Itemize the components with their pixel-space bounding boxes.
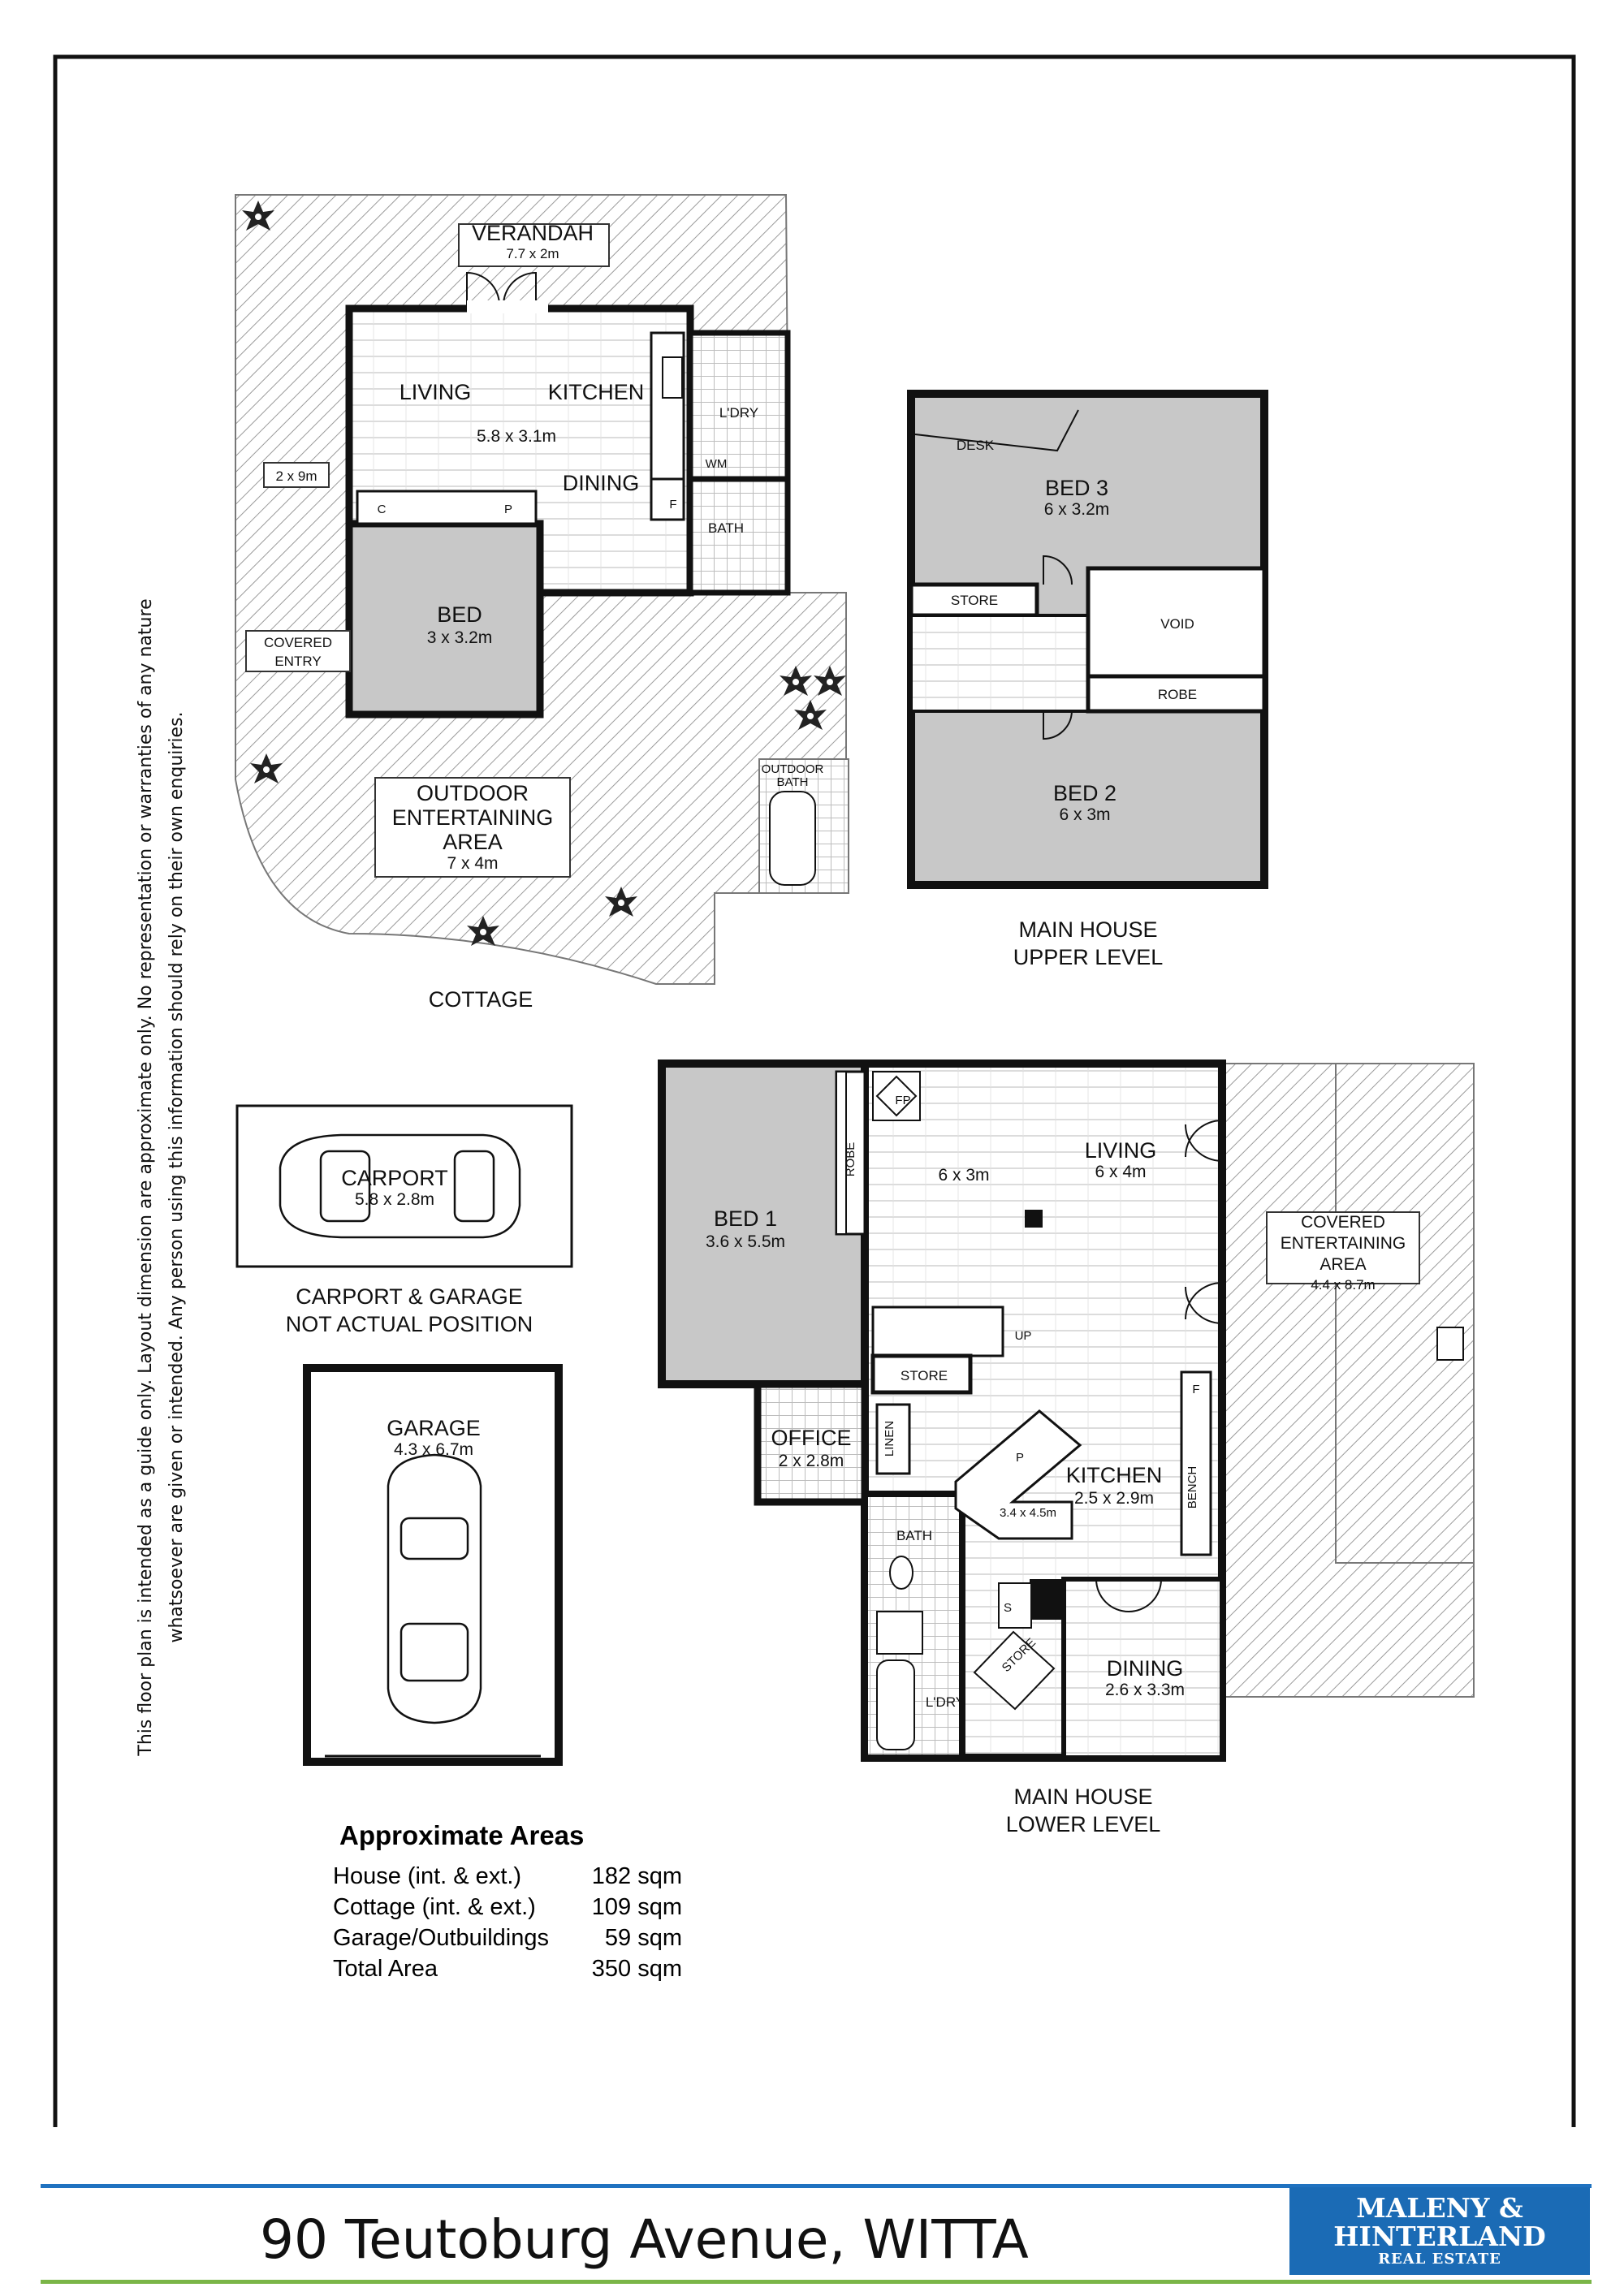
cottage-verandah-size: 7.7 x 2m [506, 246, 559, 261]
cottage-bed-size: 3 x 3.2m [426, 628, 493, 647]
upper-store-label: STORE [950, 593, 999, 608]
outdoor-bath-label-1: OUTDOOR [761, 762, 824, 776]
cottage-pantry-label: P [503, 503, 513, 516]
cottage-verandah-label: VERANDAH [471, 221, 594, 245]
lower-up-label: UP [1014, 1329, 1032, 1343]
lower-kitchen-size: 2.5 x 2.9m [1073, 1489, 1155, 1508]
lower-store2-label: STORE [999, 1635, 1039, 1676]
lower-title-2: LOWER LEVEL [1005, 1812, 1161, 1836]
garage-label: GARAGE [387, 1416, 481, 1440]
areas-title: Approximate Areas [339, 1820, 585, 1850]
lower-kitchen-label: KITCHEN [1065, 1463, 1163, 1487]
disclaimer-line-1: This floor plan is intended as a guide only. Layout dimension are approximate only. No representation or warranties of any nature [136, 598, 156, 1756]
logo-line-2: HINTERLAND [1333, 2220, 1546, 2252]
cottage-wm-label: WM [705, 457, 728, 471]
upper-stairs [911, 615, 1088, 711]
lower-pantry-label: P [1015, 1451, 1025, 1465]
outdoor-area-size: 7 x 4m [447, 854, 499, 873]
lower-stairs [873, 1307, 1003, 1356]
lower-store-label: STORE [900, 1368, 948, 1383]
cottage-bath-label: BATH [707, 520, 745, 536]
cottage-laundry-label: L'DRY [719, 405, 759, 421]
upper-title-2: UPPER LEVEL [1013, 945, 1164, 969]
carport-note-2: NOT ACTUAL POSITION [285, 1312, 533, 1336]
areas-row-label: Cottage (int. & ext.) [333, 1894, 536, 1920]
carport-note-1: CARPORT & GARAGE [296, 1284, 523, 1309]
lower-living-size: 6 x 4m [1095, 1163, 1147, 1181]
lower-office-size: 2 x 2.8m [778, 1452, 844, 1470]
covered-area-label-2: ENTERTAINING [1280, 1234, 1406, 1253]
cottage-bath [690, 479, 788, 593]
upper-bed3-size: 6 x 3.2m [1043, 500, 1110, 519]
outdoor-area-label-2: ENTERTAINING [391, 805, 554, 830]
areas-row-value: 182 sqm [591, 1863, 682, 1889]
covered-entry-label-2: ENTRY [274, 654, 322, 669]
upper-void-label: VOID [1160, 616, 1194, 632]
lower-s-label: S [1003, 1601, 1013, 1615]
covered-area-label-3: AREA [1320, 1255, 1367, 1274]
cottage-title: COTTAGE [428, 987, 533, 1012]
areas-row-value: 59 sqm [604, 1925, 682, 1951]
outdoor-bath-label-2: BATH [776, 775, 809, 789]
areas-row-label: House (int. & ext.) [333, 1863, 522, 1889]
upper-title-1: MAIN HOUSE [1018, 917, 1158, 942]
upper-desk-label: DESK [956, 438, 995, 453]
disclaimer-line-2: whatsoever are given or intended. Any person using this information should rely on their own enquiries. [166, 711, 187, 1643]
cottage-dining-label: DINING [562, 471, 640, 495]
property-address: 90 Teutoburg Avenue, WITTA [260, 2208, 1029, 2271]
car-top-icon [388, 1455, 481, 1723]
upper-robe-label: ROBE [1157, 687, 1198, 702]
areas-table [333, 1820, 682, 1982]
lower-dining-size: 2.6 x 3.3m [1104, 1681, 1186, 1699]
cottage-living-size: 5.8 x 3.1m [476, 427, 557, 446]
upper-bed2-label: BED 2 [1052, 781, 1117, 805]
cottage-bed-label: BED [437, 602, 482, 627]
lower-robe-label: ROBE [844, 1142, 857, 1177]
lower-bed1-size: 3.6 x 5.5m [705, 1232, 786, 1251]
lower-laundry-label: L'DRY [925, 1694, 965, 1710]
carport-size: 5.8 x 2.8m [354, 1190, 435, 1209]
lower-dining-label: DINING [1106, 1656, 1184, 1681]
lower-office-label: OFFICE [771, 1426, 852, 1450]
areas-row-value: 350 sqm [591, 1956, 682, 1982]
covered-area-size: 4.4 x 8.7m [1311, 1277, 1376, 1293]
lower-kitchen-side-size: 3.4 x 4.5m [999, 1506, 1057, 1520]
outdoor-area-label-1: OUTDOOR [417, 781, 529, 805]
lower-living-label: LIVING [1084, 1138, 1157, 1163]
covered-entry-label-1: COVERED [263, 635, 333, 650]
cottage-cupboard-label: C [377, 503, 387, 516]
cottage-living-label: LIVING [399, 380, 472, 404]
logo-line-3: REAL ESTATE [1378, 2251, 1501, 2268]
cottage-side-size: 2 x 9m [275, 468, 317, 484]
lower-bench-label: BENCH [1186, 1465, 1199, 1509]
garage-size: 4.3 x 6.7m [393, 1440, 474, 1459]
footer-bottom-rule [41, 2280, 1592, 2284]
upper-bed3-label: BED 3 [1044, 476, 1109, 500]
agency-logo [1289, 2187, 1590, 2275]
covered-area-label-1: COVERED [1301, 1213, 1385, 1232]
areas-row-label: Total Area [333, 1956, 438, 1982]
lower-title-1: MAIN HOUSE [1013, 1785, 1153, 1809]
lower-level-plan [662, 1064, 1474, 1758]
cottage-plan [235, 195, 849, 984]
logo-line-1: MALENY & [1356, 2192, 1523, 2224]
lower-living-side-size: 6 x 3m [938, 1166, 990, 1185]
cottage-fridge-label: F [669, 498, 677, 511]
carport-label: CARPORT [341, 1166, 448, 1190]
lower-bath-label: BATH [896, 1528, 933, 1543]
cottage-kitchen-label: KITCHEN [547, 380, 645, 404]
lower-linen-label: LINEN [883, 1420, 896, 1457]
outdoor-area-label-3: AREA [443, 830, 503, 854]
covered-deck [1222, 1064, 1474, 1697]
lower-fridge-label: F [1192, 1383, 1200, 1396]
lower-fp-label: FP [895, 1094, 911, 1107]
areas-row-label: Garage/Outbuildings [333, 1925, 549, 1951]
lower-bed1-label: BED 1 [713, 1206, 778, 1231]
upper-bed2-size: 6 x 3m [1059, 805, 1111, 824]
areas-row-value: 109 sqm [591, 1894, 682, 1920]
